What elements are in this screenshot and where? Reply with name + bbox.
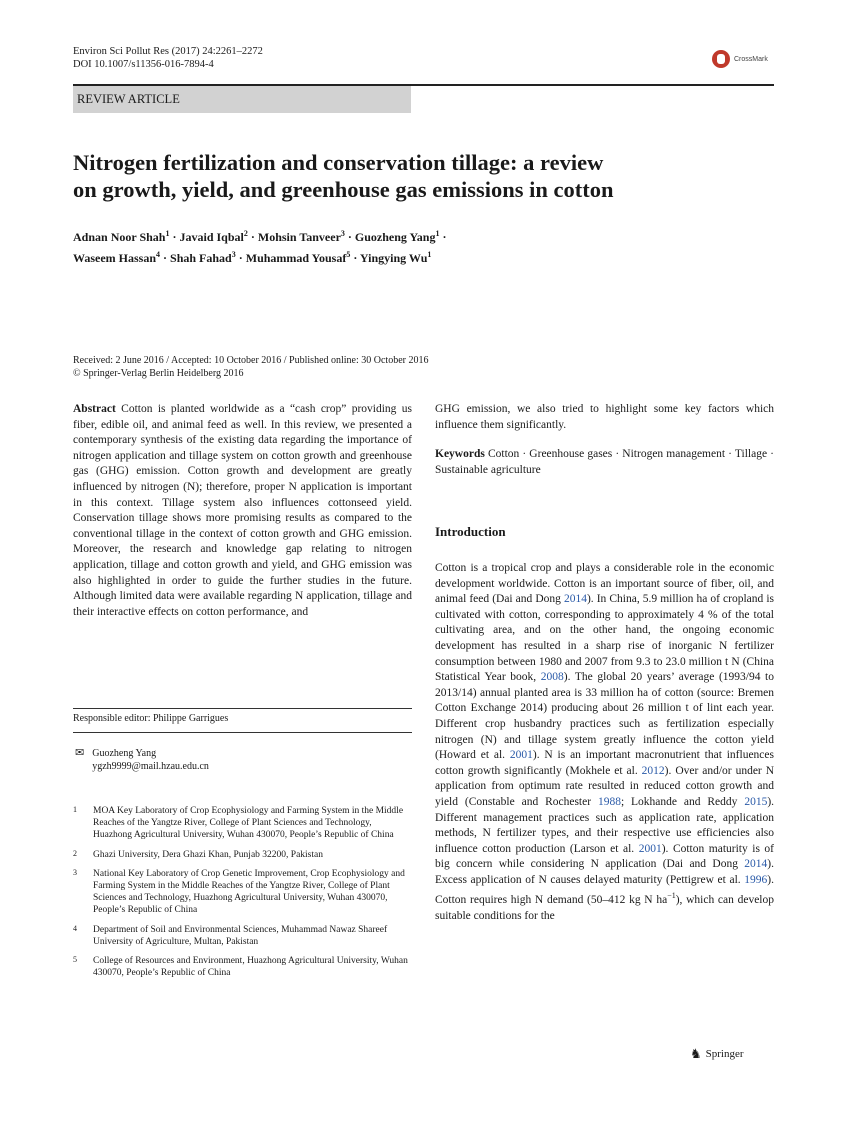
intro-text: ). N is an important macronutrient that influences cotton growth significantly (Mokhele et al. [435,749,774,777]
citation-link[interactable]: 2008 [540,671,564,684]
author-name[interactable]: Muhammad Yousaf [245,251,347,265]
intro-text: ). Excess application of N causes delayed maturity (Pettigrew et al. [435,858,775,886]
springer-horse-icon: ♞ [690,1046,702,1061]
affiliation-ref: 1 [165,229,170,238]
intro-text: ), which can develop suitable conditions for the [435,894,775,922]
affiliation-text: MOA Key Laboratory of Crop Ecophysiology and Farming System in the Middle Reaches of the Yangtze River, College of Plant Sciences and Technology, Huazhong Agricultural University, Wuhan 430070, People’s Republic of China [93,806,404,841]
footnote-rule-2 [73,732,412,733]
crossmark-icon [712,50,730,68]
affiliation-ref: 1 [427,250,432,259]
author-name[interactable]: Guozheng Yang [354,230,436,244]
affiliation-ref: 2 [243,229,248,238]
keywords-label: Keywords [435,448,485,461]
article-title [73,149,773,203]
affiliation-item [73,955,412,979]
affiliation-text: Department of Soil and Environmental Sciences, Muhammad Nawaz Shareef University of Agriculture, Multan, Pakistan [93,924,388,947]
affiliation-item [73,924,412,948]
author-name[interactable]: Shah Fahad [170,251,232,265]
publisher-logo [690,1046,744,1062]
author-name[interactable]: Javaid Iqbal [179,230,244,244]
introduction-text [435,561,774,924]
keywords [435,447,774,478]
affiliation-item [73,805,412,842]
title-line-2: on growth, yield, and greenhouse gas emissions in cotton [73,177,614,202]
affiliation-number: 1 [73,805,77,814]
citation-link[interactable]: 2015 [744,795,768,808]
author-line-1: Adnan Noor Shah$^1$ · Javaid Iqbal$^2$ · Mohsin Tanveer$^3$ · Guozheng Yang$^1$ · [73,229,447,244]
citation-link[interactable]: 2001 [509,749,533,762]
affiliation-text: National Key Laboratory of Crop Genetic Improvement, Crop Ecophysiology and Farming System in the Middle Reaches of the Yangtze River, College of Plant Sciences and Technology, Huazhong Agricultural University, Wuhan 430070, People’s Republic of China [93,868,405,916]
introduction-heading: Introduction [435,524,506,539]
author-name[interactable]: Waseem Hassan [73,251,157,265]
copyright-line: © Springer-Verlag Berlin Heidelberg 2016 [73,367,244,379]
affiliation-number: 4 [73,923,77,933]
article-type-tag: REVIEW ARTICLE [73,86,411,113]
intro-text: ). Cotton requires high N demand (50–412 kg N ha [435,873,774,907]
crossmark-badge[interactable] [712,50,768,68]
intro-text: ). In China, 5.9 million ha of cropland is cultivated with cotton, corresponding to approximately 4 % of the total cultivating area, and on the other hand, the ongoing economic development has resulted in a sharp rise of inorganic N fertilizer consumption between 1980 and 2007 from 9.3 to 23.0 million t N (China Statistical Year book, [435,593,774,684]
affiliation-ref: 5 [346,250,351,259]
envelope-icon: ✉ [75,747,85,759]
footnote-rule [73,708,412,709]
affiliation-number: 3 [73,867,77,877]
title-line-1: Nitrogen fertilization and conservation tillage: a review [73,150,604,175]
affiliation-item [73,868,412,917]
correspondence [75,747,209,773]
affiliation-number: 2 [73,848,77,858]
author-name[interactable]: Yingying Wu [359,251,428,265]
affiliation-ref: 1 [435,229,440,238]
doi-line[interactable]: DOI 10.1007/s11356-016-7894-4 [73,59,214,70]
intro-text: ). The global 20 years’ average (1993/94 to 2013/14) annual planted area is 33 million ha of cotton (source: Bremen Cotton Exchange 2014) producing about 26 million t of lint each year. Different crop husbandry practices such as fertilization especially nitrogen (N) and tillage system greatly influence the cotton yield (Howard et al. [435,671,775,762]
correspondence-email[interactable]: ygzh9999@mail.hzau.edu.cn [92,761,209,772]
citation-link[interactable]: 2012 [641,764,665,777]
affiliation-ref: 3 [340,229,345,238]
affiliations [73,805,412,986]
dates-line: Received: 2 June 2016 / Accepted: 10 October 2016 / Published online: 30 October 2016 [73,355,429,366]
citation-link[interactable]: 2001 [638,842,662,855]
publisher-name: Springer [705,1048,744,1060]
affiliation-text: College of Resources and Environment, Huazhong Agricultural University, Wuhan 430070, People’s Republic of China [93,956,408,979]
superscript: −1 [667,891,676,901]
publication-dates [73,355,428,380]
affiliation-item [73,849,412,861]
abstract [73,402,412,620]
citation-link[interactable]: 2014 [563,593,587,606]
affiliation-text: Ghazi University, Dera Ghazi Khan, Punjab 32200, Pakistan [93,849,323,860]
abstract-text: Cotton is planted worldwide as a “cash crop” providing us fiber, edible oil, and animal feed as well. In this review, we presented a contemporary synthesis of the existing data regarding the importance of nitrogen application and tillage system on cotton growth and greenhouse gas (GHG) emission. Cotton growth and development are greatly influenced by nitrogen (N); therefore, proper N application is important in this context. Tillage system also influences cottonseed yield. Conservation tillage shows more promising results as compared to the conventional tillage in the context of cotton growth and GHG emission. Moreover, the research and knowledge gap relating to nitrogen application, tillage and cotton growth and yield, and GHG emission was also highlighted in order to guide the further studies in the future. Although limited data were available regarding N application, tillage and their interactive effects on cotton performance, and [73,403,413,618]
intro-text: Cotton is a tropical crop and plays a considerable role in the economic development worldwide. Cotton is an important source of fiber, oil, and animal feed (Dai and Dong [435,562,774,606]
citation-link[interactable]: 2014 [744,858,768,871]
journal-citation [73,45,263,71]
journal-line: Environ Sci Pollut Res (2017) 24:2261–2272 [73,46,263,57]
abstract-continued-column [435,402,774,478]
intro-text: ). Over and/or under N application from optimum rate resulted in reduced cotton growth and yield (Constable and Rochester [435,764,775,808]
citation-link[interactable]: 1996 [744,873,768,886]
affiliation-ref: 3 [231,250,236,259]
author-list [73,225,773,267]
citation-link[interactable]: 1988 [597,795,621,808]
intro-text: ). Cotton maturity is of big concern while considering N application (Dai and Dong [435,842,775,871]
affiliation-ref: 4 [156,250,161,259]
correspondence-name: Guozheng Yang [92,748,157,759]
author-name[interactable]: Adnan Noor Shah [73,230,166,244]
crossmark-label: CrossMark [734,55,768,63]
keywords-text: Cotton · Greenhouse gases · Nitrogen management · Tillage · Sustainable agriculture [435,448,774,476]
intro-text: ; Lokhande and Reddy [620,795,738,808]
affiliation-number: 5 [73,955,77,965]
abstract-continued: GHG emission, we also tried to highlight some key factors which influence them significantly. [435,403,774,431]
correspondence-details [92,747,209,773]
author-line-2: Waseem Hassan$^4$ · Shah Fahad$^3$ · Muhammad Yousaf$^5$ · Yingying Wu$^1$ [73,250,432,265]
responsible-editor: Responsible editor: Philippe Garrigues [73,713,229,724]
intro-text: ). Different management practices such as application rate, application methods, N fertilizer types, and their respective use efficiencies also influence cotton production (Larson et al. [435,795,775,855]
abstract-label: Abstract [73,403,116,415]
author-name[interactable]: Mohsin Tanveer [257,230,341,244]
